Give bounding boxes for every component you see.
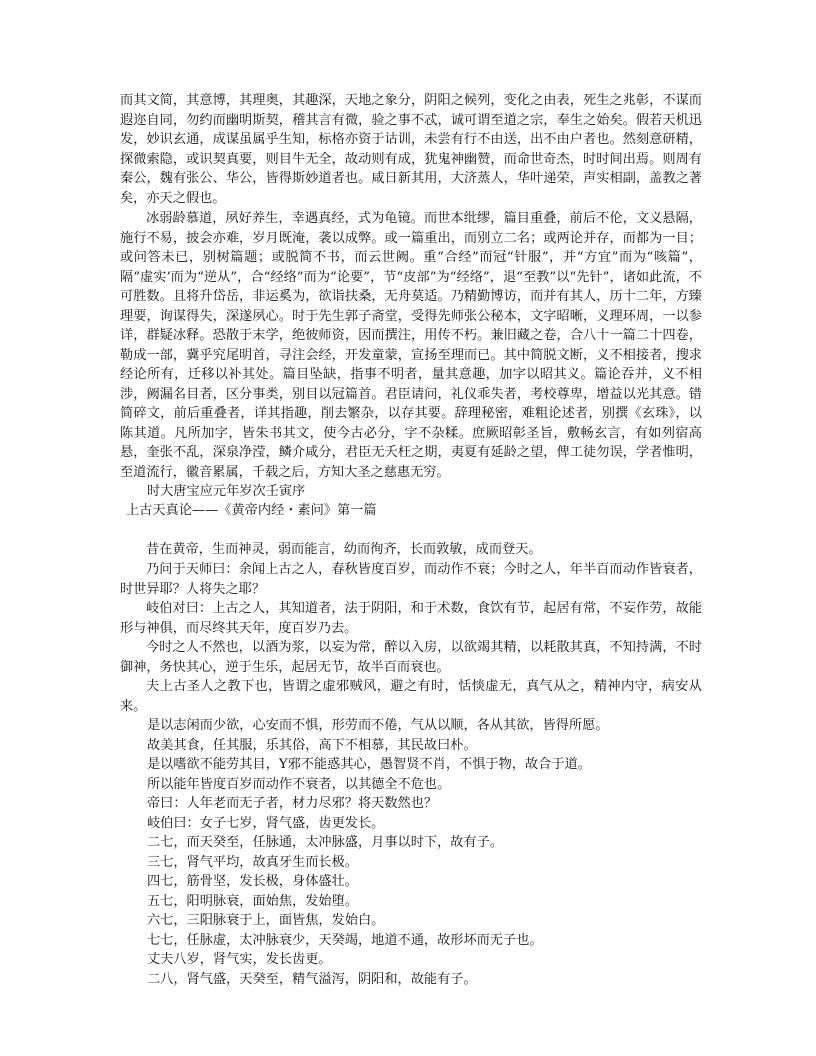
body-line: 帝曰：人年老而无子者，材力尽邪？将天数然也？ [147,796,438,811]
body-line: 四七，筋骨坚，发长极，身体盛壮。 [147,874,358,889]
preface-paragraph-1: 而其文简，其意博，其理奥，其趣深，天地之象分，阴阳之候列，变化之由表，死生之兆彰，不谋而遐迩自同，勿约而幽明斯契，稽其言有微，验之事不忒，诚可谓至道之宗，奉生之始矣。假若天机迅发，妙识玄通，成谋虽属乎生知，标格亦资于诂训，未尝有行不由送，出不由户者也。然刻意研精，探微索隐，或识契真要，则目牛无全，故动则有成，犹鬼神幽赞，而命世奇杰，时时间出焉。则周有秦公，魏有张公、华公，皆得斯妙道者也。咸日新其用，大济蒸人，华叶递荣，声实相副，盖教之著矣，亦天之假也。 [120,93,702,206]
body-line: 五七，阳明脉衰，面始焦，发始堕。 [147,894,358,909]
body-question-1: 乃问于天师曰：余闻上古之人，春秋皆度百岁，而动作不衰；今时之人，年半百而动作皆衰者，时世异耶？人将失之耶？ [120,562,702,597]
body-line: 七七，任脉虚，太冲脉衰少，天癸竭，地道不通，故形坏而无子也。 [147,933,543,948]
preface-date-line: 时大唐宝应元年岁次壬寅序 [147,484,306,499]
body-ancient-sages: 夫上古圣人之教下也，皆谓之虚邪贼风，避之有时，恬惔虚无，真气从之，精神内守，病安从来。 [120,679,702,714]
body-line: 故美其食，任其服，乐其俗，高下不相慕，其民故曰朴。 [147,738,477,753]
body-line: 是以志闲而少欲，心安而不惧，形劳而不倦，气从以顺，各从其欲，皆得所愿。 [147,718,609,733]
body-line: 丈夫八岁，肾气实，发长齿更。 [147,952,332,967]
body-line: 二七，而天癸至，任脉通，太冲脉盛，月事以时下，故有子。 [147,835,504,850]
body-line: 是以嗜欲不能劳其目，Y邪不能惑其心，愚智贤不肖，不惧于物，故合于道。 [147,757,591,772]
body-line: 所以能年皆度百岁而动作不衰者，以其德全不危也。 [147,777,451,792]
body-modern-people: 今时之人不然也，以酒为浆，以妄为常，醉以入房，以欲竭其精，以耗散其真，不知持满，不时御神，务快其心，逆于生乐，起居无节，故半百而衰也。 [120,640,702,675]
body-line: 二八，肾气盛，天癸至，精气溢泻，阴阳和，故能有子。 [147,972,477,987]
body-line: 六七，三阳脉衰于上，面皆焦，发始白。 [147,913,385,928]
body-line: 三七，肾气平均，故真牙生而长极。 [147,855,358,870]
body-intro: 昔在黄帝，生而神灵，弱而能言，幼而徇齐，长而敦敏，成而登天。 [146,542,542,557]
body-answer-1: 岐伯对曰：上古之人，其知道者，法于阴阳，和于术数，食饮有节，起居有常，不妄作劳，故能形与神俱，而尽终其天年，度百岁乃去。 [120,601,702,636]
preface-paragraph-2: 冰弱龄慕道，夙好养生，幸遇真经，式为龟镜。而世本纰缪，篇目重叠，前后不伦，文义悬隔，施行不易，披会亦难，岁月既淹，袭以成弊。或一篇重出，而别立二名；或两论并存，而都为一目；或问答未已，别树篇题；或脱简不书，而云世阙。重“合经”而冠“针服”，并“方宜”而为“咳篇”，隔“虚实’而为“逆从”，合“经络”而为“论要”，节“皮部”为“经络”，退“至教”以“先针”，诸如此流，不可胜数。且将升岱岳，非运奚为，欲诣扶桑，无舟莫适。乃精勤博访，而并有其人，历十二年，方臻理要，询谋得失，深遂夙心。时于先生郭子斋堂，受得先师张公秘本，文字昭晰，义理环周，一以参详，群疑冰释。恐散于末学，绝彼师资，因而撰注，用传不朽。兼旧藏之卷，合八十一篇二十四卷，勒成一部，冀乎究尾明首，寻注会经，开发童蒙，宣扬至理而已。其中简脱文断，义不相接者，搜求经论所有，迁移以补其处。篇目坠缺，指事不明者，量其意趣，加字以昭其义。篇论吞并，义不相涉，阙漏名目者，区分事类，别目以冠篇首。君臣请问，礼仪乖失者，考校尊卑，增益以光其意。错简碎文，前后重叠者，详其指趣，削去繁杂，以存其要。辞理秘密，难粗论述者，别撰《玄珠》，以陈其道。凡所加字，皆朱书其文，使今古必分，字不杂糅。庶厥昭彰圣旨，敷畅玄言，有如列宿高悬，奎张不乱，深泉净滢，鳞介咸分，君臣无夭枉之期，夷夏有延龄之望，俾工徒勿误，学者惟明，至道流行，徽音累属，千载之后，方知大圣之慈惠无穷。 [120,211,702,480]
body-line: 岐伯曰：女子七岁，肾气盛，齿更发长。 [147,816,385,831]
chapter-title: 上古天真论——《黄帝内经・素问》第一篇 [126,503,377,518]
